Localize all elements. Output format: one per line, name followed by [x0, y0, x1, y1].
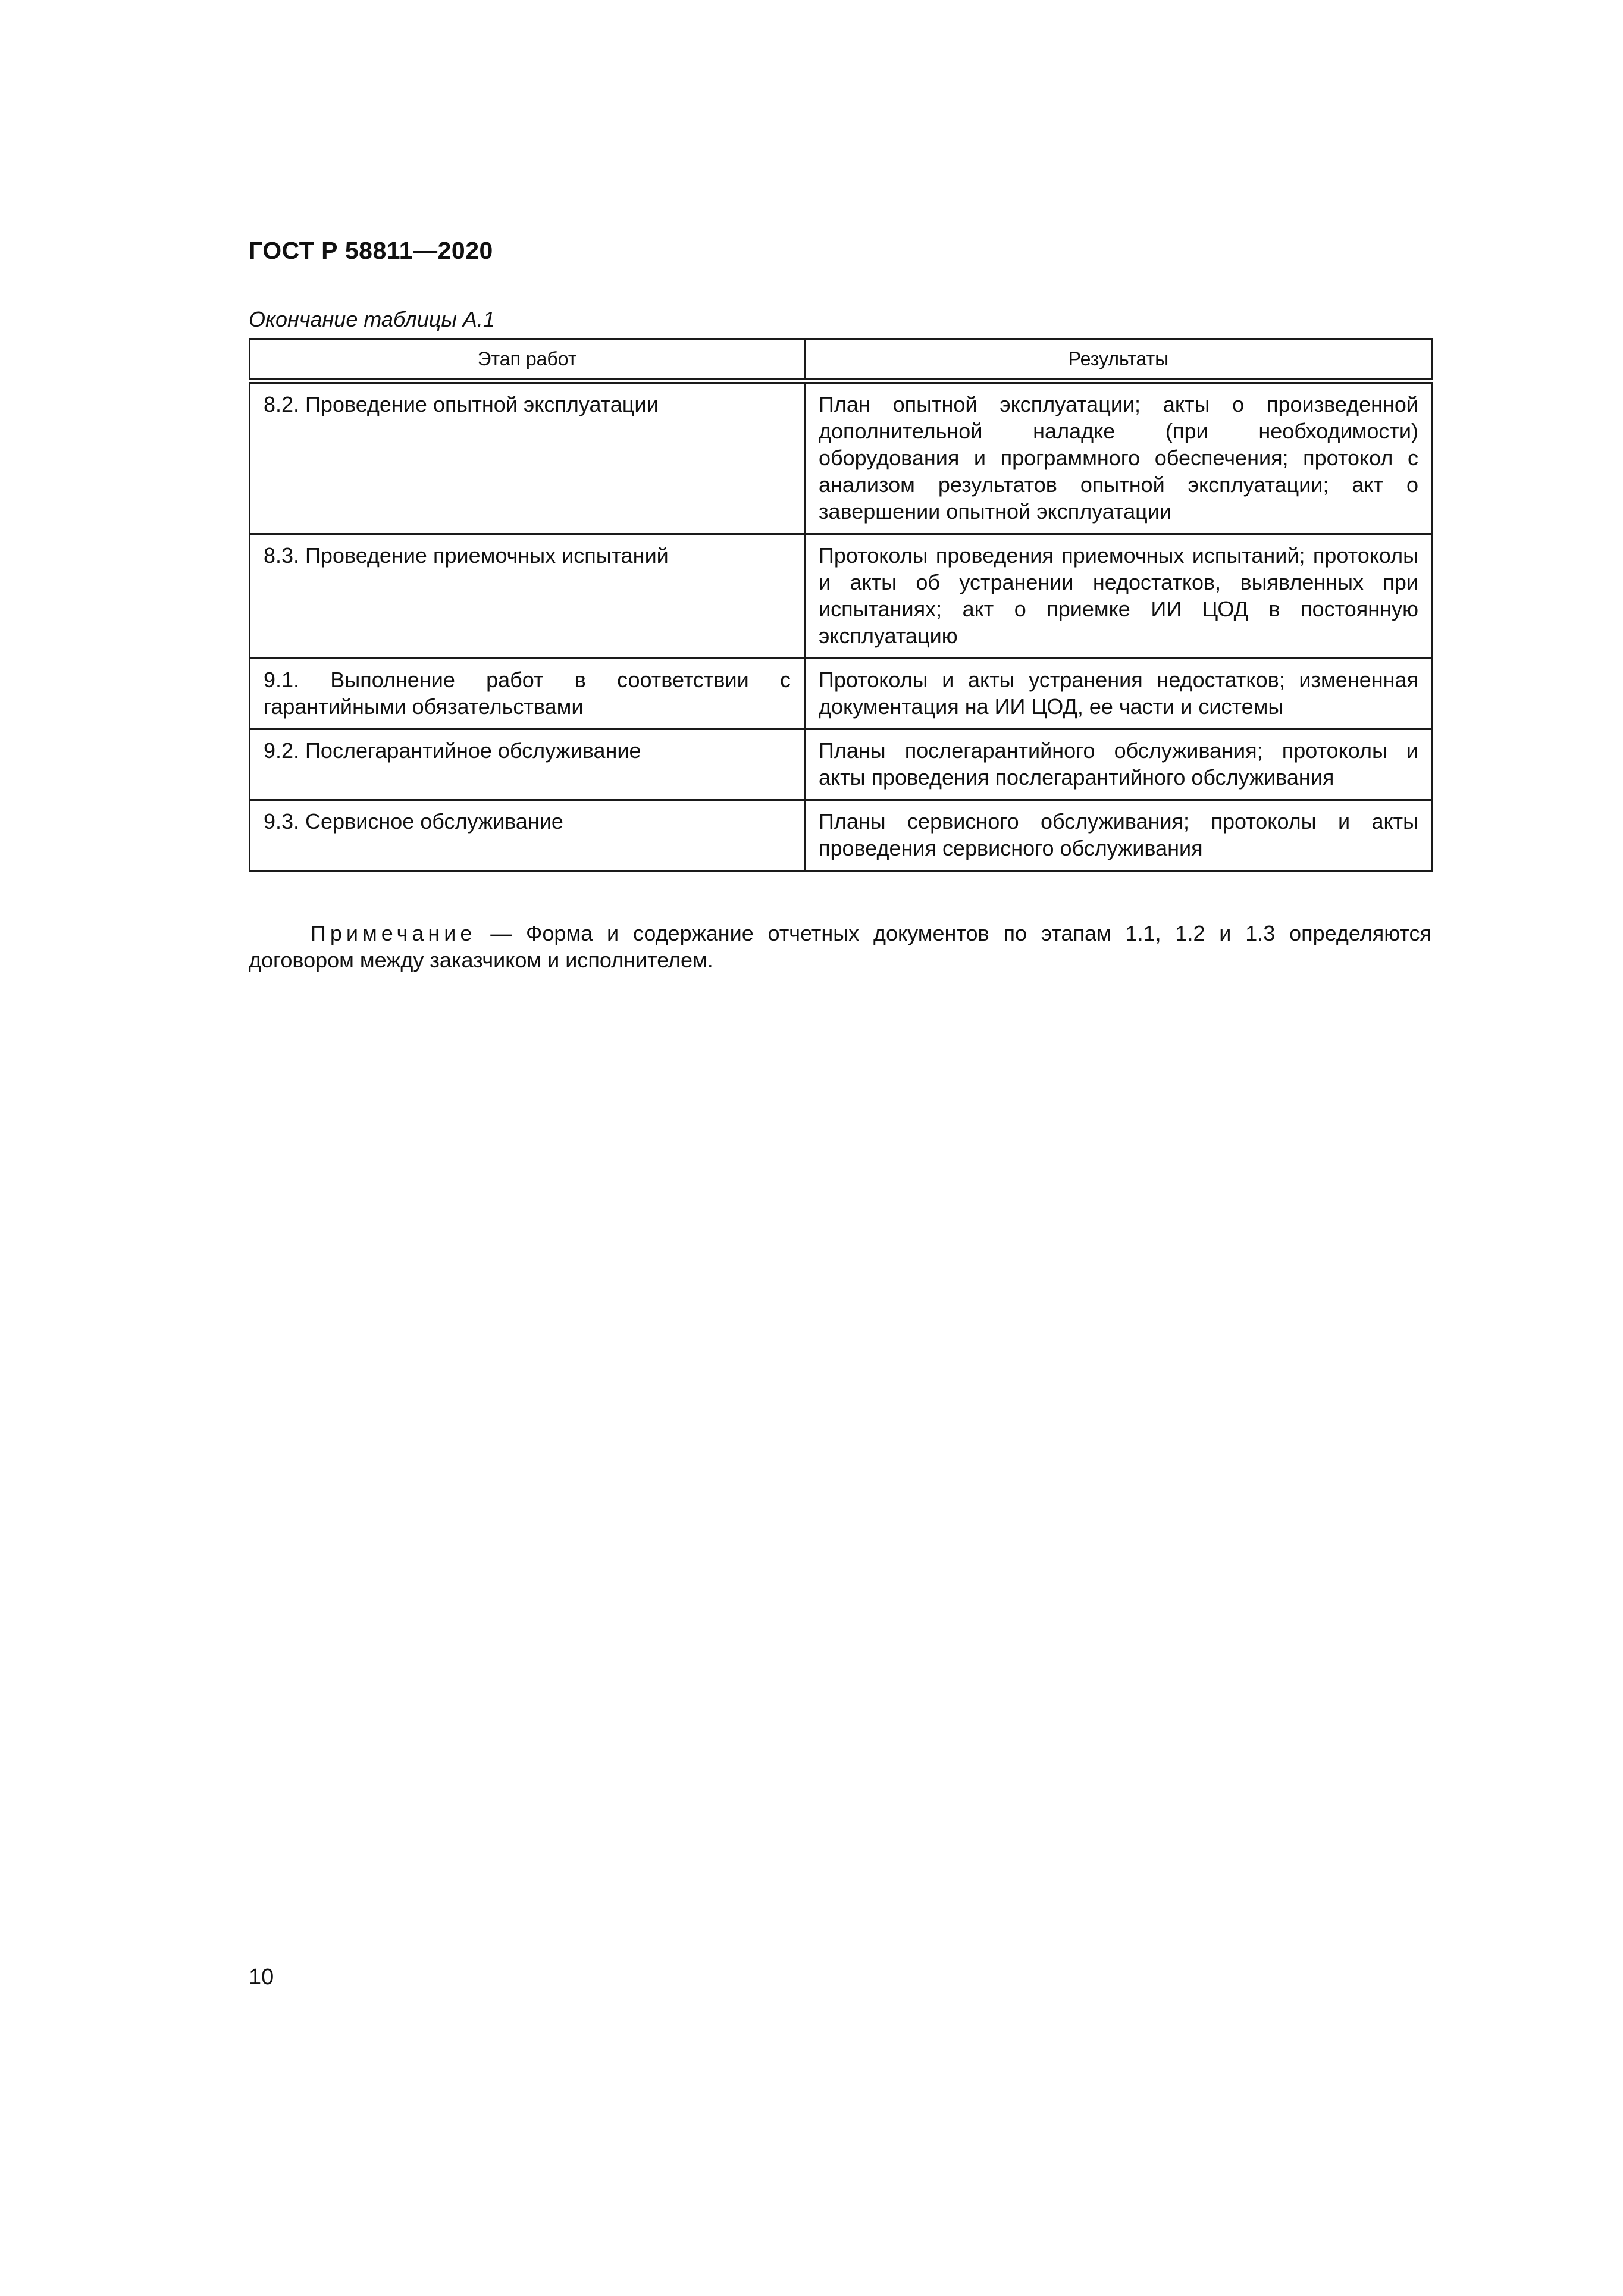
- table-note: [249, 920, 1431, 973]
- results-cell: План опытной эксплуатации; акты о произведенной дополнительной наладке (при необходимости) оборудования и программного обеспечения; протокол с анализом результатов опытной эксплуатации; акт о завершении опытной эксплуатации: [805, 381, 1433, 534]
- table-row: [250, 381, 1433, 534]
- stage-cell: 8.2. Проведение опытной эксплуатации: [250, 381, 805, 534]
- column-header-results: Результаты: [805, 339, 1433, 381]
- table-caption: Окончание таблицы А.1: [249, 307, 495, 331]
- results-cell: Протоколы проведения приемочных испытаний; протоколы и акты об устранении недостатков, выявленных при испытаниях; акт о приемке ИИ ЦОД в постоянную эксплуатацию: [805, 534, 1433, 659]
- column-header-stage: Этап работ: [250, 339, 805, 381]
- note-label: Примечание: [311, 921, 477, 945]
- table-row: [250, 659, 1433, 729]
- stage-cell: 9.2. Послегарантийное обслуживание: [250, 729, 805, 800]
- results-cell: Протоколы и акты устранения недостатков; измененная документация на ИИ ЦОД, ее части и системы: [805, 659, 1433, 729]
- table-row: [250, 729, 1433, 800]
- results-table: [249, 338, 1433, 872]
- table-row: [250, 534, 1433, 659]
- page-number: 10: [249, 1965, 274, 1990]
- stage-cell: 8.3. Проведение приемочных испытаний: [250, 534, 805, 659]
- document-code: ГОСТ Р 58811—2020: [249, 237, 493, 264]
- results-cell: Планы послегарантийного обслуживания; протоколы и акты проведения послегарантийного обслуживания: [805, 729, 1433, 800]
- note-text: — Форма и содержание отчетных документов по этапам 1.1, 1.2 и 1.3 определяются договором между заказчиком и исполнителем.: [249, 921, 1431, 972]
- stage-cell: 9.1. Выполнение работ в соответствии с гарантийными обязательствами: [250, 659, 805, 729]
- results-cell: Планы сервисного обслуживания; протоколы и акты проведения сервисного обслуживания: [805, 800, 1433, 871]
- table-row: [250, 800, 1433, 871]
- table-header-row: [250, 339, 1433, 381]
- stage-cell: 9.3. Сервисное обслуживание: [250, 800, 805, 871]
